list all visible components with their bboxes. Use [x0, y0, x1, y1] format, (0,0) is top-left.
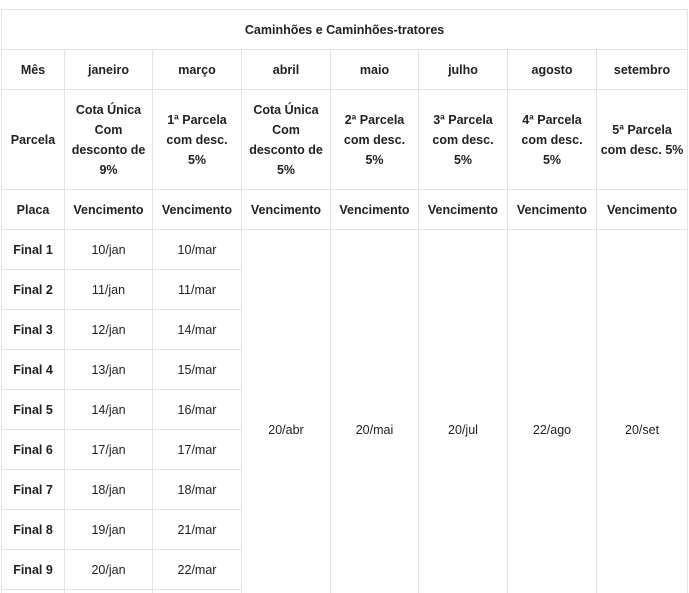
table-title-row — [2, 10, 688, 50]
date-cell-cutoff — [65, 590, 153, 593]
date-cell: 18/jan — [65, 470, 153, 510]
merged-date-cell: 20/abr — [242, 230, 331, 593]
parcela-cell: 1ª Parcela com desc. 5% — [153, 90, 242, 190]
month-cell: janeiro — [65, 50, 153, 90]
vencimento-header: Vencimento — [419, 190, 508, 230]
vencimento-header: Vencimento — [65, 190, 153, 230]
parcela-header: Parcela — [2, 90, 65, 190]
date-cell: 14/jan — [65, 390, 153, 430]
merged-date-cell: 20/mai — [331, 230, 419, 593]
month-cell: setembro — [597, 50, 688, 90]
placa-cell: Final 4 — [2, 350, 65, 390]
parcela-cell: 2ª Parcela com desc. 5% — [331, 90, 419, 190]
date-cell: 12/jan — [65, 310, 153, 350]
parcela-cell: 5ª Parcela com desc. 5% — [597, 90, 688, 190]
placa-cell: Final 9 — [2, 550, 65, 590]
date-cell-cutoff — [153, 590, 242, 593]
vencimento-row — [2, 190, 688, 230]
month-row — [2, 50, 688, 90]
date-cell: 10/mar — [153, 230, 242, 270]
month-header: Mês — [2, 50, 65, 90]
placa-cell: Final 1 — [2, 230, 65, 270]
date-cell: 17/mar — [153, 430, 242, 470]
date-cell: 10/jan — [65, 230, 153, 270]
placa-cell: Final 2 — [2, 270, 65, 310]
parcela-row — [2, 90, 688, 190]
date-cell: 19/jan — [65, 510, 153, 550]
placa-cell: Final 6 — [2, 430, 65, 470]
month-cell: maio — [331, 50, 419, 90]
date-cell: 13/jan — [65, 350, 153, 390]
month-cell: março — [153, 50, 242, 90]
date-cell: 20/jan — [65, 550, 153, 590]
parcela-cell: 4ª Parcela com desc. 5% — [508, 90, 597, 190]
placa-cell: Final 8 — [2, 510, 65, 550]
date-cell: 22/mar — [153, 550, 242, 590]
vencimento-header: Vencimento — [331, 190, 419, 230]
date-cell: 11/mar — [153, 270, 242, 310]
parcela-cell: Cota Única Com desconto de 5% — [242, 90, 331, 190]
placa-cell: Final 3 — [2, 310, 65, 350]
table-title: Caminhões e Caminhões-tratores — [2, 10, 688, 50]
vencimento-header: Vencimento — [153, 190, 242, 230]
placa-header: Placa — [2, 190, 65, 230]
date-cell: 21/mar — [153, 510, 242, 550]
date-cell: 15/mar — [153, 350, 242, 390]
vencimento-header: Vencimento — [597, 190, 688, 230]
date-cell: 11/jan — [65, 270, 153, 310]
placa-cell-cutoff — [2, 590, 65, 593]
merged-date-cell: 20/jul — [419, 230, 508, 593]
parcela-cell: Cota Única Com desconto de 9% — [65, 90, 153, 190]
month-cell: agosto — [508, 50, 597, 90]
table-row — [2, 230, 688, 270]
merged-date-cell: 20/set — [597, 230, 688, 593]
ipva-schedule-table — [1, 9, 688, 593]
date-cell: 16/mar — [153, 390, 242, 430]
vencimento-header: Vencimento — [508, 190, 597, 230]
date-cell: 17/jan — [65, 430, 153, 470]
month-cell: julho — [419, 50, 508, 90]
merged-date-cell: 22/ago — [508, 230, 597, 593]
vencimento-header: Vencimento — [242, 190, 331, 230]
date-cell: 14/mar — [153, 310, 242, 350]
placa-cell: Final 5 — [2, 390, 65, 430]
placa-cell: Final 7 — [2, 470, 65, 510]
parcela-cell: 3ª Parcela com desc. 5% — [419, 90, 508, 190]
month-cell: abril — [242, 50, 331, 90]
date-cell: 18/mar — [153, 470, 242, 510]
